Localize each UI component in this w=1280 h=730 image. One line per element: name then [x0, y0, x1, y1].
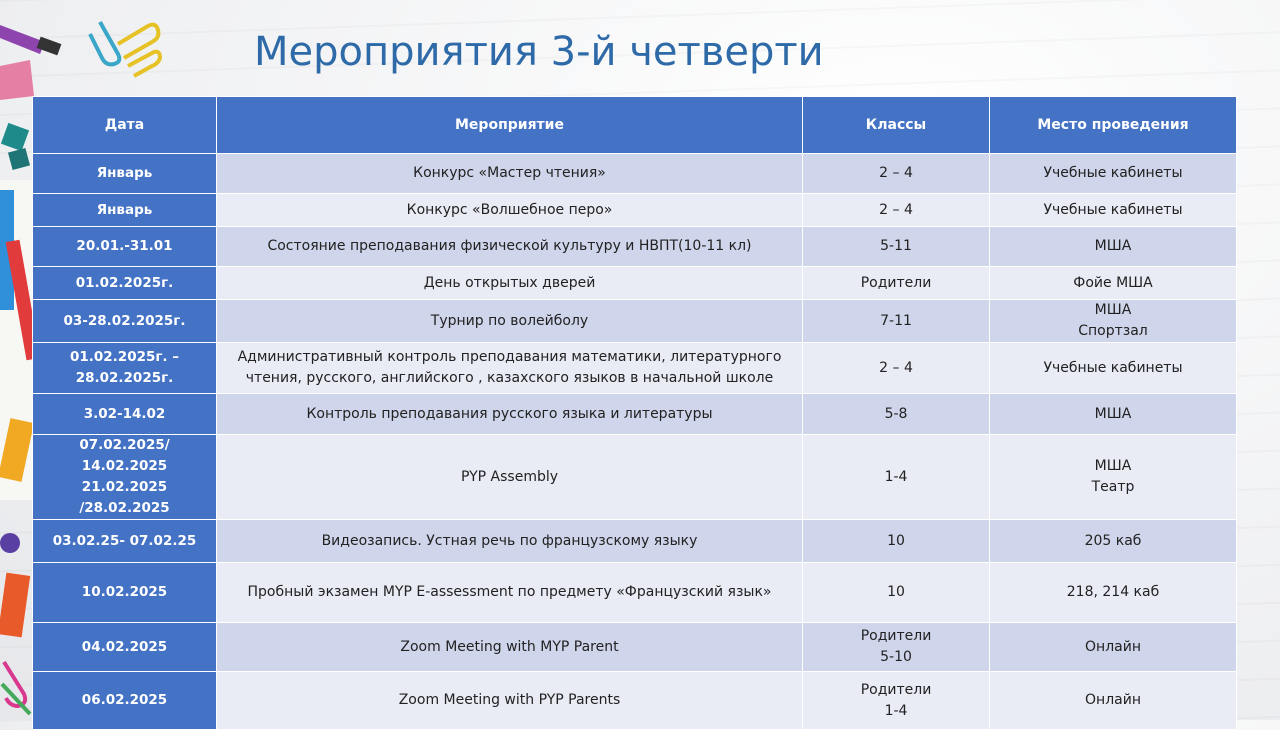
event-cell-text: PYP Assembly [460, 468, 559, 485]
event-cell-text: Zoom Meeting with MYP Parent [400, 638, 619, 655]
event-cell-text: Контроль преподавания русского языка и литературы [306, 405, 713, 422]
place-cell-text: МША [1094, 405, 1132, 422]
event-cell [217, 563, 803, 623]
place-cell [990, 435, 1237, 520]
event-cell-text: Состояние преподавания физической культуру и НВПТ(10-11 кл) [267, 238, 752, 254]
grades-cell-text: 10 [887, 584, 905, 600]
date-cell-text: 10.02.2025 [81, 584, 168, 600]
grades-cell-text: 2 – 4 [879, 359, 913, 376]
place-cell-text: Учебные кабинеты [1043, 201, 1183, 218]
date-cell-text: 28.02.2025г. [75, 370, 174, 386]
event-cell-text: Конкурс «Мастер чтения» [413, 165, 606, 181]
grades-cell [803, 154, 990, 194]
pushpin-icon [0, 528, 30, 558]
ruler-icon [0, 570, 36, 640]
place-cell [990, 672, 1237, 730]
date-cell-text: Январь [96, 201, 153, 218]
event-cell-text: Пробный экзамен MYP E-assessment по предмету «Французский язык» [247, 584, 772, 600]
place-cell [990, 563, 1237, 623]
event-cell [217, 267, 803, 300]
header-grades: Классы [803, 97, 990, 154]
date-cell [33, 154, 217, 194]
date-cell [33, 267, 217, 300]
date-cell-text: 03.02.25- 07.02.25 [52, 532, 197, 549]
place-cell-text: Фойе МША [1073, 274, 1153, 291]
place-cell-text: МША [1094, 302, 1132, 318]
grades-cell [803, 394, 990, 435]
event-cell-text: Конкурс «Волшебное перо» [406, 201, 613, 218]
event-cell-text: Zoom Meeting with PYP Parents [398, 692, 621, 708]
date-cell-text: 07.02.2025/ 14.02.2025 [79, 437, 170, 474]
place-cell-text: Учебные кабинеты [1043, 359, 1183, 376]
event-cell-text: Турнир по волейболу [430, 312, 589, 329]
ruler-icon [0, 60, 36, 100]
place-cell-text: 218, 214 каб [1066, 584, 1160, 600]
event-cell [217, 300, 803, 343]
event-cell-text: День открытых дверей [423, 274, 596, 291]
table-row [33, 267, 1237, 300]
event-cell [217, 623, 803, 672]
event-cell-text: чтения, русского, английского , казахского языков в начальной школе [245, 370, 774, 386]
date-cell [33, 623, 217, 672]
grades-cell-text: 5-8 [884, 405, 908, 422]
table-row [33, 435, 1237, 520]
table-row [33, 520, 1237, 563]
date-cell-text: 01.02.2025г. – [69, 349, 180, 365]
table-row [33, 563, 1237, 623]
date-cell [33, 520, 217, 563]
header-event: Мероприятие [217, 97, 803, 154]
grades-cell-text: 7-11 [880, 312, 912, 329]
date-cell [33, 394, 217, 435]
table-row [33, 394, 1237, 435]
table-row [33, 154, 1237, 194]
header-date: Дата [33, 97, 217, 154]
grades-cell [803, 227, 990, 267]
table-row [33, 672, 1237, 730]
date-cell-text: 01.02.2025г. [75, 274, 174, 291]
grades-cell [803, 520, 990, 563]
place-cell-text: 205 каб [1084, 532, 1142, 549]
event-cell-text: Административный контроль преподавания математики, литературного [237, 349, 782, 365]
grades-cell [803, 300, 990, 343]
place-cell-text: МША [1094, 238, 1132, 254]
table-row [33, 623, 1237, 672]
date-cell-text: 03-28.02.2025г. [63, 312, 186, 329]
grades-cell [803, 623, 990, 672]
place-cell [990, 394, 1237, 435]
grades-cell-text: Родители [860, 681, 932, 698]
place-cell [990, 154, 1237, 194]
grades-cell [803, 267, 990, 300]
grades-cell [803, 563, 990, 623]
place-cell [990, 194, 1237, 227]
place-cell [990, 623, 1237, 672]
place-cell [990, 300, 1237, 343]
date-cell [33, 672, 217, 730]
table-header-row [33, 97, 1237, 154]
event-cell [217, 435, 803, 520]
place-cell-text: Онлайн [1085, 692, 1141, 708]
place-cell [990, 267, 1237, 300]
table-row [33, 300, 1237, 343]
date-cell [33, 300, 217, 343]
header-place: Место проведения [990, 97, 1237, 154]
place-cell [990, 343, 1237, 394]
notebook-icon [0, 180, 34, 500]
place-cell-text: Онлайн [1085, 638, 1141, 655]
event-cell [217, 343, 803, 394]
date-cell-text: 06.02.2025 [81, 692, 168, 708]
table-row [33, 227, 1237, 267]
grades-cell-text: 1-4 [884, 468, 908, 485]
page-title: Мероприятия 3-й четверти [254, 29, 824, 75]
date-cell [33, 563, 217, 623]
grades-cell [803, 435, 990, 520]
date-cell-text: Январь [96, 165, 153, 181]
event-cell [217, 520, 803, 563]
date-cell [33, 194, 217, 227]
date-cell [33, 227, 217, 267]
event-cell [217, 672, 803, 730]
paperclip-icon [88, 14, 168, 84]
events-table [32, 96, 1237, 730]
pushpin-icon [0, 120, 36, 180]
place-cell-text: Спортзал [1078, 323, 1148, 339]
date-cell [33, 435, 217, 520]
grades-cell-text: Родители [860, 274, 932, 291]
grades-cell-text: 5-10 [880, 649, 912, 665]
grades-cell-text: 2 – 4 [879, 201, 913, 218]
place-cell [990, 227, 1237, 267]
place-cell-text: Учебные кабинеты [1043, 165, 1183, 181]
grades-cell-text: Родители [860, 628, 932, 644]
date-cell [33, 343, 217, 394]
event-cell [217, 227, 803, 267]
grades-cell-text: 2 – 4 [879, 165, 913, 181]
date-cell-text: 21.02.2025 /28.02.2025 [79, 479, 170, 516]
grades-cell [803, 194, 990, 227]
table-row [33, 194, 1237, 227]
event-cell [217, 154, 803, 194]
event-cell [217, 194, 803, 227]
grades-cell-text: 5-11 [880, 238, 912, 254]
table-row [33, 343, 1237, 394]
event-cell-text: Видеозапись. Устная речь по французскому языку [321, 532, 698, 549]
grades-cell-text: 1-4 [884, 702, 908, 719]
grades-cell [803, 343, 990, 394]
place-cell-text: Театр [1091, 479, 1135, 495]
place-cell [990, 520, 1237, 563]
event-cell [217, 394, 803, 435]
date-cell-text: 20.01.-31.01 [76, 238, 173, 254]
place-cell-text: МША [1094, 458, 1132, 474]
date-cell-text: 3.02-14.02 [83, 405, 166, 422]
grades-cell-text: 10 [887, 532, 905, 549]
grades-cell [803, 672, 990, 730]
date-cell-text: 04.02.2025 [81, 638, 168, 655]
